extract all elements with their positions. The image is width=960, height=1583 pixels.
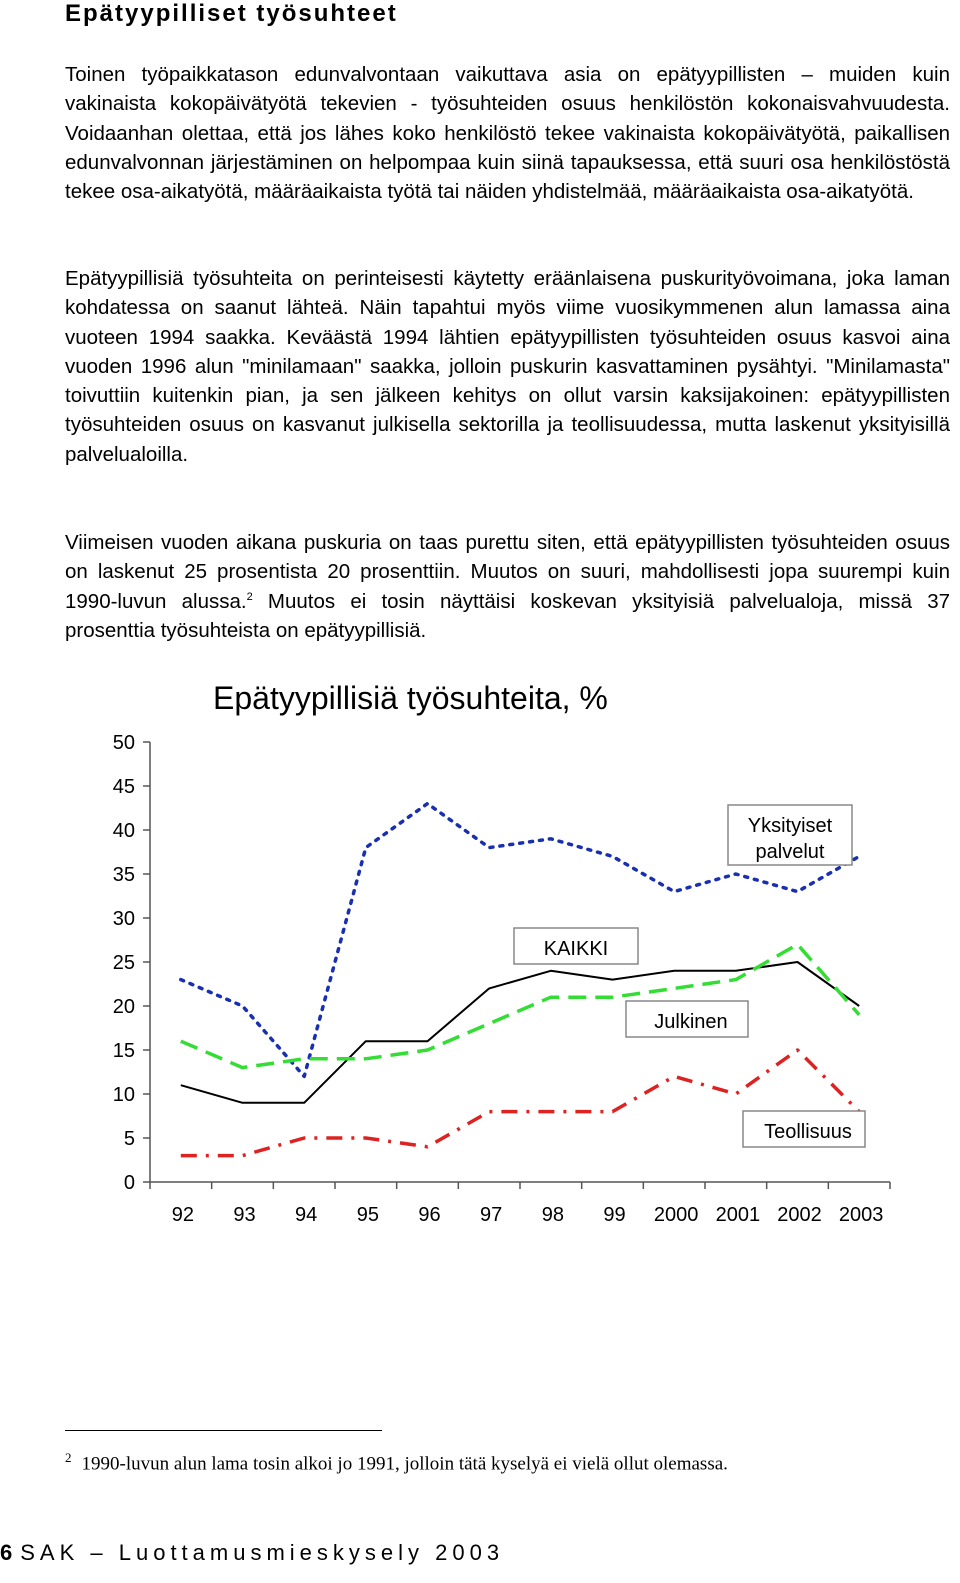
x-tick-label: 93 xyxy=(233,1204,256,1226)
footnote-text: 1990-luvun alun lama tosin alkoi jo 1991, jolloin tätä kyselyä ei vielä ollut olemassa. xyxy=(81,1453,728,1475)
label-kaikki xyxy=(514,928,638,964)
x-tick-label: 98 xyxy=(541,1204,564,1226)
x-tick-label: 2001 xyxy=(715,1204,761,1226)
footer-title: SAK – Luottamusmieskysely 2003 xyxy=(20,1540,505,1565)
x-tick-label: 96 xyxy=(418,1204,441,1226)
label-yksityiset-palvelut xyxy=(728,805,852,865)
chart-title: Epätyypillisiä työsuhteita, % xyxy=(213,680,608,716)
footnote-number: 2 xyxy=(65,1450,72,1465)
y-tick-label: 30 xyxy=(112,908,135,930)
paragraph-3 xyxy=(65,528,950,645)
y-tick-label: 50 xyxy=(112,732,135,754)
paragraph-3-part-a: Viimeisen vuoden aikana puskuria on taas purettu siten, että epätyypillisten työsuhteiden osuus on laskenut 25 prosentista 20 prosenttiin. Muutos on suuri, mahdollisesti jopa suurempi kuin 1990-luvun alussa. xyxy=(65,531,950,613)
label-teollisuus xyxy=(743,1111,865,1147)
footnote-reference: 2 xyxy=(246,590,253,603)
footnote-separator xyxy=(65,1430,382,1431)
label-julkinen xyxy=(626,1001,748,1037)
paragraph-3-part-b: Muutos ei tosin näyttäisi koskevan yksityisiä palvelualoja, missä 37 prosenttia työsuhteista on epätyypillisiä. xyxy=(65,589,951,642)
y-tick-label: 0 xyxy=(123,1172,135,1194)
y-tick-label: 15 xyxy=(112,1040,135,1062)
y-axis xyxy=(113,732,150,1194)
x-tick-label: 2003 xyxy=(838,1204,884,1226)
y-tick-label: 5 xyxy=(123,1128,135,1150)
y-tick-label: 45 xyxy=(112,776,135,798)
page-footer xyxy=(0,1540,504,1566)
label-julkinen-text: Julkinen xyxy=(654,1011,728,1033)
paragraph-1: Toinen työpaikkatason edunvalvontaan vaikuttava asia on epätyypillisten – muiden kuin vakinaista kokopäivätyötä tekevien - työsuhteiden osuus henkilöstön kokonaisvahvuudesta. Voidaanhan olettaa, että jos lähes koko henkilöstö tekee vakinaista kokopäivätyötä, paikallisen edunvalvonnan järjestäminen on helpompaa kuin siinä tapauksessa, että suuri osa henkilöstöstä tekee osa-aikatyötä, määräaikaista työtä tai näiden yhdistelmää, määräaikaista osa-aikatyötä. xyxy=(65,63,950,204)
x-tick-label: 2000 xyxy=(653,1204,699,1226)
page-number: 6 xyxy=(0,1540,13,1565)
section-heading: Epätyypilliset työsuhteet xyxy=(65,0,398,27)
x-tick-label: 2002 xyxy=(777,1204,822,1226)
label-yksityiset-line1: Yksityiset xyxy=(747,815,833,837)
series-line-1 xyxy=(181,962,859,1103)
label-yksityiset-line2: palvelut xyxy=(755,841,825,863)
y-tick-label: 20 xyxy=(112,996,135,1018)
y-tick-label: 10 xyxy=(112,1084,135,1106)
label-teollisuus-text: Teollisuus xyxy=(764,1121,852,1143)
x-tick-label: 95 xyxy=(356,1204,379,1226)
x-tick-label: 94 xyxy=(295,1204,318,1226)
x-tick-label: 99 xyxy=(603,1204,626,1226)
y-tick-label: 25 xyxy=(112,952,135,974)
paragraph-2: Epätyypillisiä työsuhteita on perinteisesti käytetty eräänlaisena puskurityövoimana, joka laman kohdatessa on saanut lähteä. Näin tapahtui myös viime vuosikymmenen alun lamassa aina vuoteen 1994 saakka. Keväästä 1994 lähtien epätyypillisten työsuhteiden osuus kasvoi aina vuoden 1996 alun "minilamaan" saakka, jolloin puskurin kasvattaminen pysähtyi. "Minilamasta" toivuttiin kuitenkin pian, ja sen jälkeen kehitys on ollut varsin kaksijakoinen: epätyypillisten työsuhteiden osuus on kasvanut julkisella sektorilla ja teollisuudessa, mutta laskenut yksityisillä palvelualoilla. xyxy=(65,267,950,466)
x-tick-label: 92 xyxy=(171,1204,194,1226)
y-tick-label: 40 xyxy=(112,820,135,842)
x-axis xyxy=(150,1182,890,1226)
y-tick-label: 35 xyxy=(112,864,135,886)
label-kaikki-text: KAIKKI xyxy=(543,938,609,960)
line-chart xyxy=(0,660,960,1240)
x-tick-label: 97 xyxy=(480,1204,503,1226)
footnote xyxy=(65,1450,728,1475)
